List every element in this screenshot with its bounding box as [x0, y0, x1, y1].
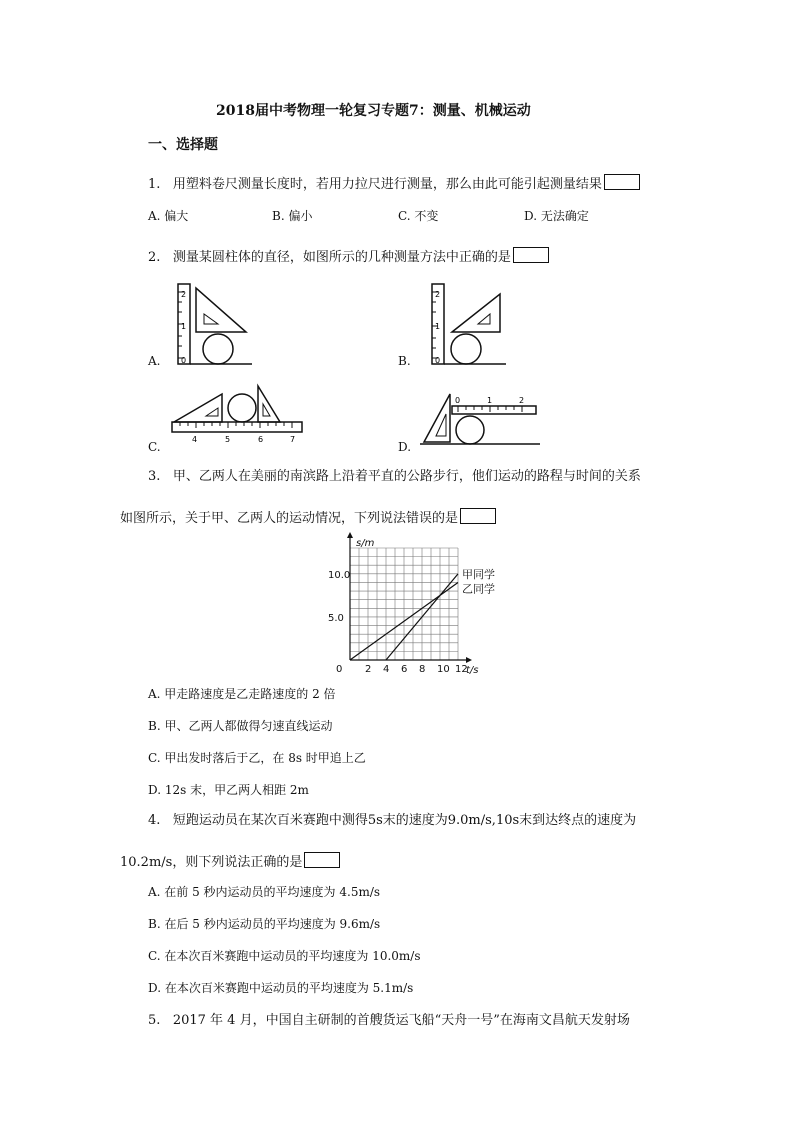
cylinder: [456, 416, 484, 444]
set-square-left: [174, 394, 222, 422]
figure-b: [426, 282, 506, 368]
answer-bracket[interactable]: [304, 852, 340, 868]
q4-option-d: D. 在本次百米赛跑中运动员的平均速度为 5.1m/s: [148, 981, 414, 995]
horizontal-ruler: [452, 406, 536, 414]
set-square: [196, 288, 246, 332]
question-number: 4.: [148, 813, 161, 828]
x-axis-arrow: [466, 657, 472, 663]
question-number: 3.: [148, 469, 161, 484]
option-b: B. 偏小: [272, 209, 313, 223]
question-text: 10.2m/s，则下列说法正确的是: [120, 855, 303, 870]
question-4: [148, 814, 636, 827]
ruler-tick: 7: [290, 435, 296, 444]
question-1: [148, 174, 640, 191]
page-title: 2018届中考物理一轮复习专题7：测量、机械运动: [216, 103, 531, 119]
x-tick-label: 6: [401, 664, 408, 675]
cylinder: [203, 334, 233, 364]
ruler-tick: 0: [435, 356, 441, 365]
option-c: C. 不变: [398, 209, 439, 223]
question-text: 如图所示，关于甲、乙两人的运动情况，下列说法错误的是: [120, 511, 459, 526]
q4-option-b: B. 在后 5 秒内运动员的平均速度为 9.6m/s: [148, 917, 381, 931]
section-heading: 一、选择题: [148, 137, 218, 153]
figure-a: [172, 282, 252, 368]
ruler-tick: 6: [258, 435, 264, 444]
y-tick-label: 5.0: [328, 612, 344, 624]
ruler-tick: 0: [455, 396, 461, 405]
ruler-tick: 1: [181, 322, 187, 331]
question-3-line-2: [120, 508, 496, 525]
figure-c: [170, 384, 306, 448]
ruler-tick: 4: [192, 435, 198, 444]
ruler-tick: 2: [519, 396, 525, 405]
y-tick-label: 10.0: [328, 569, 351, 581]
horizontal-ruler: [172, 422, 302, 432]
x-tick-label: 4: [383, 664, 390, 675]
ruler-tick: 1: [435, 322, 441, 331]
question-text: 用塑料卷尺测量长度时，若用力拉尺进行测量，那么由此可能引起测量结果: [172, 177, 602, 192]
q3-option-d: D. 12s 末，甲乙两人相距 2m: [148, 783, 309, 797]
figure-label-a: A.: [148, 354, 161, 368]
figure-label-c: C.: [148, 440, 161, 454]
st-graph: [328, 536, 495, 676]
option-a: A. 偏大: [148, 209, 189, 223]
question-5: [148, 1014, 630, 1027]
q3-option-b: B. 甲、乙两人都做得匀速直线运动: [148, 719, 333, 733]
figure-label-d: D.: [398, 440, 412, 454]
question-number: 1.: [148, 177, 161, 192]
q3-option-c: C. 甲出发时落后于乙，在 8s 时甲追上乙: [148, 751, 366, 765]
x-axis-label: t/s: [466, 665, 479, 676]
question-4-line-2: [120, 852, 340, 869]
q4-option-c: C. 在本次百米赛跑中运动员的平均速度为 10.0m/s: [148, 949, 421, 963]
answer-bracket[interactable]: [460, 508, 496, 524]
x-tick-label: 0: [336, 664, 343, 675]
q3-option-a: A. 甲走路速度是乙走路速度的 2 倍: [148, 687, 336, 701]
x-tick-label: 8: [419, 664, 426, 675]
y-axis-label: s/m: [356, 538, 375, 549]
ruler-tick: 2: [435, 290, 441, 299]
figure-d: [420, 392, 540, 450]
series-label: 甲同学: [462, 567, 495, 581]
x-tick-label: 12: [455, 664, 468, 675]
y-axis-arrow: [347, 532, 353, 538]
chart-axes: [347, 532, 472, 663]
chart-grid: [350, 548, 458, 660]
question-3: [148, 470, 641, 483]
cylinder: [451, 334, 481, 364]
ruler-tick: 1: [487, 396, 493, 405]
set-square: [452, 294, 500, 332]
option-d: D. 无法确定: [524, 209, 589, 223]
question-text: 甲、乙两人在美丽的南滨路上沿着平直的公路步行，他们运动的路程与时间的关系: [172, 469, 641, 484]
ruler-tick: 2: [181, 290, 187, 299]
figure-label-b: B.: [398, 354, 411, 368]
answer-bracket[interactable]: [604, 174, 640, 190]
chart-labels: [328, 538, 495, 676]
question-text: 短跑运动员在某次百米赛跑中测得5s末的速度为9.0m/s,10s末到达终点的速度为: [172, 813, 637, 828]
set-square-right: [258, 386, 280, 422]
question-text: 测量某圆柱体的直径，如图所示的几种测量方法中正确的是: [172, 250, 511, 265]
answer-bracket[interactable]: [513, 247, 549, 263]
cylinder: [228, 394, 256, 422]
question-2: [148, 247, 549, 264]
ruler-tick: 5: [225, 435, 231, 444]
x-tick-label: 10: [437, 664, 450, 675]
question-number: 5.: [148, 1013, 161, 1028]
x-tick-label: 2: [365, 664, 372, 675]
q4-option-a: A. 在前 5 秒内运动员的平均速度为 4.5m/s: [148, 885, 381, 899]
question-text: 2017 年 4 月，中国自主研制的首艘货运飞船“天舟一号”在海南文昌航天发射场: [172, 1013, 630, 1028]
question-number: 2.: [148, 250, 161, 265]
ruler-tick: 0: [181, 356, 187, 365]
series-label: 乙同学: [462, 582, 495, 596]
